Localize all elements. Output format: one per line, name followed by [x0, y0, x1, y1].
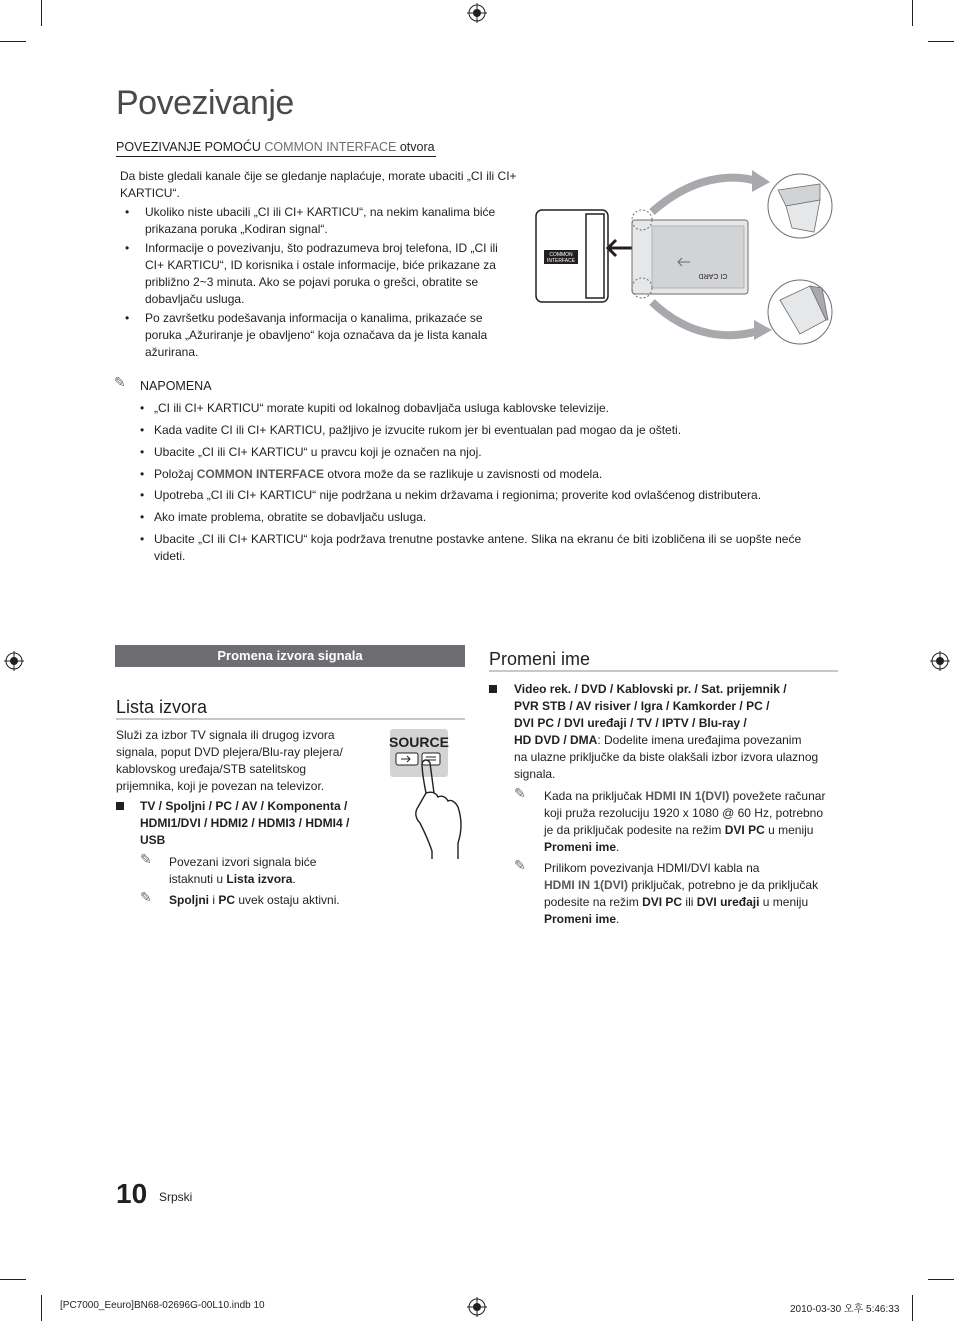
promeni-ime-item: [514, 681, 839, 783]
crop-mark: [0, 1279, 26, 1280]
registration-mark-icon: [467, 1297, 487, 1317]
crop-mark: [912, 1295, 913, 1321]
heading-rule: [489, 670, 838, 672]
note-item: [140, 444, 834, 461]
note-item: [140, 531, 834, 565]
note-item-text: Ako imate problema, obratite se dobavljaču usluga.: [154, 510, 427, 524]
left-note-1-line1: Povezani izvori signala biće: [169, 855, 317, 869]
note-line: [544, 894, 839, 911]
device-list-line: [514, 732, 839, 749]
note-label: NAPOMENA: [140, 379, 212, 393]
heading-rule: [116, 718, 465, 720]
note-text: .: [292, 872, 296, 886]
note-item: [140, 487, 834, 504]
note-item-text: Kada vadite CI ili CI+ KARTICU, pažljivo je izvucite rukom jer bi eventualan pad mogao da je ošteti.: [154, 423, 682, 437]
ci-card-diagram: [530, 170, 835, 350]
left-note-2: [169, 892, 369, 909]
crop-mark: [928, 1279, 954, 1280]
print-slug-right: 2010-03-30 오후 5:46:33: [790, 1304, 900, 1315]
device-list-bold: HD DVD / DMA: [514, 733, 598, 747]
pencil-note-icon: ✎: [140, 851, 152, 867]
note-text: podesite na režim: [544, 895, 643, 909]
crop-mark: [0, 41, 26, 42]
crop-mark: [41, 1295, 42, 1321]
note-bold-text: HDMI IN 1(DVI): [645, 789, 730, 803]
note-item-text: otvora može da se razlikuje u zavisnosti od modela.: [327, 467, 603, 481]
note-text: .: [616, 912, 620, 926]
card-label: CI CARD: [698, 272, 728, 279]
note-line: [544, 877, 839, 894]
note-text: uvek ostaju aktivni.: [235, 893, 340, 907]
note-text: priključak, potrebno je da priključak: [628, 878, 819, 892]
device-list-line: Video rek. / DVD / Kablovski pr. / Sat. prijemnik /: [514, 682, 787, 696]
registration-mark-icon: [467, 3, 487, 23]
crop-mark: [912, 0, 913, 26]
note-item: [140, 509, 834, 526]
note-item-bold: COMMON INTERFACE: [196, 467, 325, 481]
note-line: koji pruža rezoluciju 1920 x 1080 @ 60 Hz, potrebno: [544, 806, 824, 820]
page-number: 10: [116, 1178, 148, 1209]
note-text: .: [616, 840, 620, 854]
note-bold-text: Spoljni: [169, 893, 209, 907]
note-line: [544, 822, 839, 839]
device-list-line: signala.: [514, 767, 556, 781]
section-bar-title: Promena izvora signala: [115, 645, 465, 667]
bullet-dot: •: [140, 510, 145, 524]
source-list-line: HDMI1/DVI / HDMI2 / HDMI3 / HDMI4 /: [140, 816, 350, 830]
section-header-underline: [116, 156, 436, 157]
note-bold-text: Lista izvora: [226, 872, 293, 886]
list-item: [125, 310, 505, 361]
bullet-dot: •: [140, 467, 145, 481]
bullet-dot: •: [140, 532, 145, 546]
note-item-prefix: Položaj: [154, 467, 197, 481]
square-bullet-icon: [489, 685, 497, 693]
source-list-item: [140, 798, 380, 849]
registration-mark-icon: [930, 651, 950, 671]
lista-izvora-description: Služi za izbor TV signala ili drugog izvora signala, poput DVD plejera/Blu-ray plejera/ kablovskog uređaja/STB satelitskog prijemnika, koji je povezan na televizor.: [116, 728, 343, 793]
square-bullet-icon: [116, 802, 124, 810]
registration-mark-icon: [4, 651, 24, 671]
note-text: u meniju: [759, 895, 809, 909]
note-line: [544, 839, 839, 856]
lista-izvora-heading: Lista izvora: [116, 697, 208, 717]
source-button-label: SOURCE: [389, 734, 449, 750]
page-title: Povezivanje: [116, 84, 294, 122]
bullet-dot: •: [125, 205, 130, 219]
list-item: [125, 240, 505, 308]
promeni-ime-heading: Promeni ime: [489, 649, 591, 669]
intro-text: Da biste gledali kanale čije se gledanje naplaćuje, morate ubaciti „CI ili CI+ KARTICU“.: [120, 169, 517, 200]
pencil-note-icon: ✎: [114, 374, 126, 390]
remote-source-illustration: [388, 727, 470, 861]
section-header-part1: POVEZIVANJE POMOĆU: [116, 140, 265, 154]
list-item-text: Informacije o povezivanju, što podrazumeva broj telefona, ID „CI ili CI+ KARTICU“, ID korisnika i ostale informacije, biće prikazane za približno 2~3 minuta. Ako se pojavi poruka o grešci, obratite se dobavljaču usluga.: [145, 241, 498, 306]
note-bold-text: Promeni ime: [544, 912, 617, 926]
section-header-part2: COMMON INTERFACE: [264, 140, 397, 154]
note-text: istaknuti u: [169, 872, 227, 886]
list-item-text: Po završetku podešavanja informacija o kanalima, prikazaće se poruka „Ažuriranje je obavljeno“ koja označava da je lista kanala ažurirana.: [145, 311, 488, 359]
note-bold-text: Promeni ime: [544, 840, 617, 854]
note-text: u meniju: [764, 823, 814, 837]
bullet-dot: •: [140, 488, 145, 502]
slot-label-line1: COMMON: [549, 252, 573, 258]
section-header-part3: otvora: [396, 140, 435, 154]
note-item: [140, 400, 834, 417]
note-item-text: Ubacite „CI ili CI+ KARTICU“ koja podržava trenutne postavke antene. Slika na ekranu će biti izobličena ili se uopšte neće videti.: [154, 532, 802, 563]
note-item: [140, 422, 834, 439]
note-text: je da priključak podesite na režim: [544, 823, 725, 837]
device-list-line: PVR STB / AV risiver / Igra / Kamkorder / PC /: [514, 699, 770, 713]
note-line: [544, 911, 839, 928]
source-list-line: USB: [140, 833, 166, 847]
left-note-1-line2: [169, 871, 359, 888]
left-note-1: [169, 854, 359, 888]
note-item-text: „CI ili CI+ KARTICU“ morate kupiti od lokalnog dobavljača usluga kablovske televizije.: [154, 401, 609, 415]
right-note-2: [544, 860, 839, 928]
bullet-dot: •: [140, 423, 145, 437]
note-item-text: Upotreba „CI ili CI+ KARTICU“ nije podržana u nekim državama i regionima; proverite kod ovlašćenog distributera.: [154, 488, 762, 502]
device-list-text: : Dodelite imena uređajima povezanim: [597, 733, 802, 747]
section-header: [116, 140, 435, 154]
note-bold-text: DVI uređaji: [696, 895, 760, 909]
note-bold-text: HDMI IN 1(DVI): [544, 878, 628, 892]
note-text: i: [209, 893, 219, 907]
device-list-line: na ulazne priključke da biste olakšali izbor izvora ulaznog: [514, 750, 819, 764]
page-language: Srpski: [159, 1190, 193, 1204]
note-bold-text: PC: [218, 893, 236, 907]
device-list-line: DVI PC / DVI uređaji / TV / IPTV / Blu-ray /: [514, 716, 747, 730]
note-text: povežete računar: [729, 789, 826, 803]
print-slug-left: [PC7000_Eeuro]BN68-02696G-00L10.indb 10: [60, 1300, 265, 1311]
note-text: Kada na priključak: [544, 789, 646, 803]
pencil-note-icon: ✎: [514, 785, 526, 801]
bullet-dot: •: [125, 241, 130, 255]
bullet-dot: •: [140, 445, 145, 459]
crop-mark: [928, 41, 954, 42]
note-text: ili: [682, 895, 697, 909]
note-item-text: Ubacite „CI ili CI+ KARTICU“ u pravcu koji je označen na njoj.: [154, 445, 482, 459]
bullet-dot: •: [125, 311, 130, 325]
note-line: Prilikom povezivanja HDMI/DVI kabla na: [544, 861, 760, 875]
note-bold-text: DVI PC: [724, 823, 765, 837]
pencil-note-icon: ✎: [140, 889, 152, 905]
list-item: [125, 204, 505, 238]
bullet-dot: •: [140, 401, 145, 415]
slot-label-line2: INTERFACE: [546, 258, 576, 264]
note-line: [544, 788, 839, 805]
list-item-text: Ukoliko niste ubacili „CI ili CI+ KARTICU“, na nekim kanalima biće prikazana poruka „Kodiran signal“.: [145, 205, 496, 236]
right-note-1: [544, 788, 839, 856]
note-item: [140, 466, 834, 483]
note-bold-text: DVI PC: [642, 895, 683, 909]
crop-mark: [41, 0, 42, 26]
pencil-note-icon: ✎: [514, 857, 526, 873]
source-list-line: TV / Spoljni / PC / AV / Komponenta /: [140, 799, 348, 813]
